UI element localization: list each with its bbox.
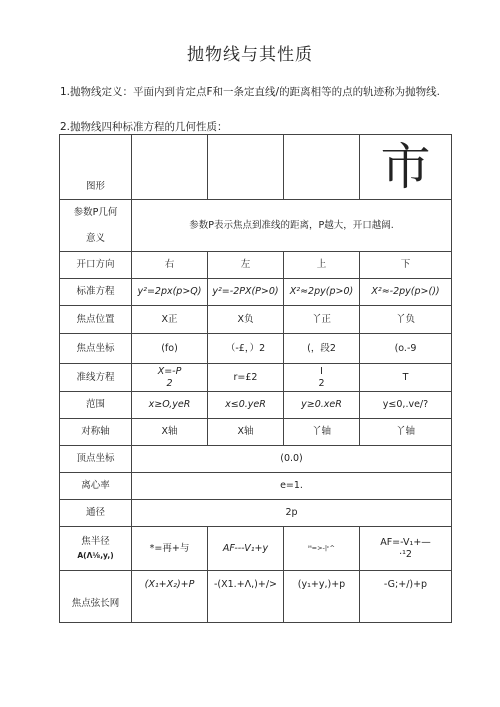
figure-cell-right <box>132 135 208 200</box>
std-eq-down: X²≈-2py(p>()) <box>360 279 452 306</box>
radius-down <box>360 527 452 571</box>
param-label-line2: 意义 <box>85 232 105 244</box>
directrix-up <box>284 364 360 392</box>
row-label-radius <box>60 527 132 571</box>
row-label-directrix: 准线方程 <box>60 364 132 392</box>
directrix-up-line2: 2 <box>318 377 325 389</box>
radius-up: ᴹ=>-|ᶜ^ <box>284 527 360 571</box>
axis-right: X轴 <box>132 419 208 446</box>
directrix-right-line2: 2 <box>166 377 173 389</box>
std-eq-right: y²=2px(p>Q) <box>132 279 208 306</box>
radius-sub-label: A(Λ¹⁄₈,y,) <box>77 551 114 561</box>
table-row <box>60 473 452 500</box>
row-label-figure: 图形 <box>60 135 132 200</box>
row-label-focuspos: 焦点位置 <box>60 306 132 334</box>
directrix-up-line1: I <box>320 365 323 377</box>
figure-glyph: 市 <box>380 138 431 196</box>
latus-value: 2p <box>132 500 452 527</box>
figure-cell-up <box>284 135 360 200</box>
table-row <box>60 252 452 279</box>
open-right: 右 <box>132 252 208 279</box>
page-title: 抛物线与其性质 <box>187 45 313 65</box>
range-right: x≥O,yeR <box>132 392 208 419</box>
table-row <box>60 306 452 334</box>
focus-down: (o.-9 <box>360 334 452 364</box>
chord-up: (y₁+y,)+p <box>284 571 360 623</box>
parabola-properties-table <box>59 134 452 623</box>
param-description: 参数P表示焦点到准线的距离，P越大，开口越阔. <box>132 200 452 252</box>
open-down: 下 <box>360 252 452 279</box>
directrix-right-line1: X=-P <box>157 365 182 377</box>
axis-left: X轴 <box>208 419 284 446</box>
table-row <box>60 527 452 571</box>
param-label-line1: 参数P几何 <box>73 206 118 218</box>
chord-left: -(X1.+Λ,)+/> <box>208 571 284 623</box>
open-left: 左 <box>208 252 284 279</box>
row-label-ecc: 离心率 <box>60 473 132 500</box>
table-row <box>60 446 452 473</box>
row-label-vertex: 顶点坐标 <box>60 446 132 473</box>
range-down: y≤0,.ve/? <box>360 392 452 419</box>
table-row <box>60 334 452 364</box>
row-label-std: 标准方程 <box>60 279 132 306</box>
focus-left: （-£，）2 <box>208 334 284 364</box>
radius-label: 焦半径 <box>81 536 110 548</box>
table-row <box>60 419 452 446</box>
table-row <box>60 200 452 252</box>
focuspos-up: 丫正 <box>284 306 360 334</box>
std-eq-left: y²=-2PX(P>0) <box>208 279 284 306</box>
open-up: 上 <box>284 252 360 279</box>
row-label-param <box>60 200 132 252</box>
axis-down: 丫轴 <box>360 419 452 446</box>
row-label-axis: 对称轴 <box>60 419 132 446</box>
row-label-range: 范围 <box>60 392 132 419</box>
table-row <box>60 392 452 419</box>
table-row <box>60 135 452 200</box>
row-label-chord: 焦点弦长网 <box>60 571 132 623</box>
row-label-latus: 通径 <box>60 500 132 527</box>
std-eq-up: X²≈2py(p>0) <box>284 279 360 306</box>
row-label-focus: 焦点坐标 <box>60 334 132 364</box>
table-row <box>60 500 452 527</box>
vertex-value: (0.0) <box>132 446 452 473</box>
focus-up: (，段2 <box>284 334 360 364</box>
focus-right: (fo) <box>132 334 208 364</box>
radius-left: AF---V₁+y <box>208 527 284 571</box>
radius-down-line2: ·¹2 <box>399 548 412 560</box>
table-row <box>60 571 452 623</box>
range-up: y≥0.xeR <box>284 392 360 419</box>
chord-down: -G;+/)+p <box>360 571 452 623</box>
directrix-right <box>132 364 208 392</box>
range-left: x≤0.yeR <box>208 392 284 419</box>
chord-right: (X₁+X₂)+P <box>132 571 208 623</box>
focuspos-left: X负 <box>208 306 284 334</box>
definition-text: 1.抛物线定义：平面内到肯定点F和一条定直线/的距离相等的点的轨迹称为抛物线. <box>60 86 440 98</box>
directrix-down: T <box>360 364 452 392</box>
figure-cell-down <box>360 135 452 200</box>
focuspos-down: 丫负 <box>360 306 452 334</box>
figure-cell-left <box>208 135 284 200</box>
radius-down-line1: AF=-V₁+— <box>380 536 431 548</box>
directrix-left: r=£2 <box>208 364 284 392</box>
row-label-open: 开口方向 <box>60 252 132 279</box>
axis-up: 丫轴 <box>284 419 360 446</box>
table-row <box>60 364 452 392</box>
focuspos-right: X正 <box>132 306 208 334</box>
ecc-value: e=1. <box>132 473 452 500</box>
table-row <box>60 279 452 306</box>
section-heading: 2.抛物线四种标准方程的几何性质： <box>60 121 228 133</box>
radius-right: *=再+与 <box>132 527 208 571</box>
